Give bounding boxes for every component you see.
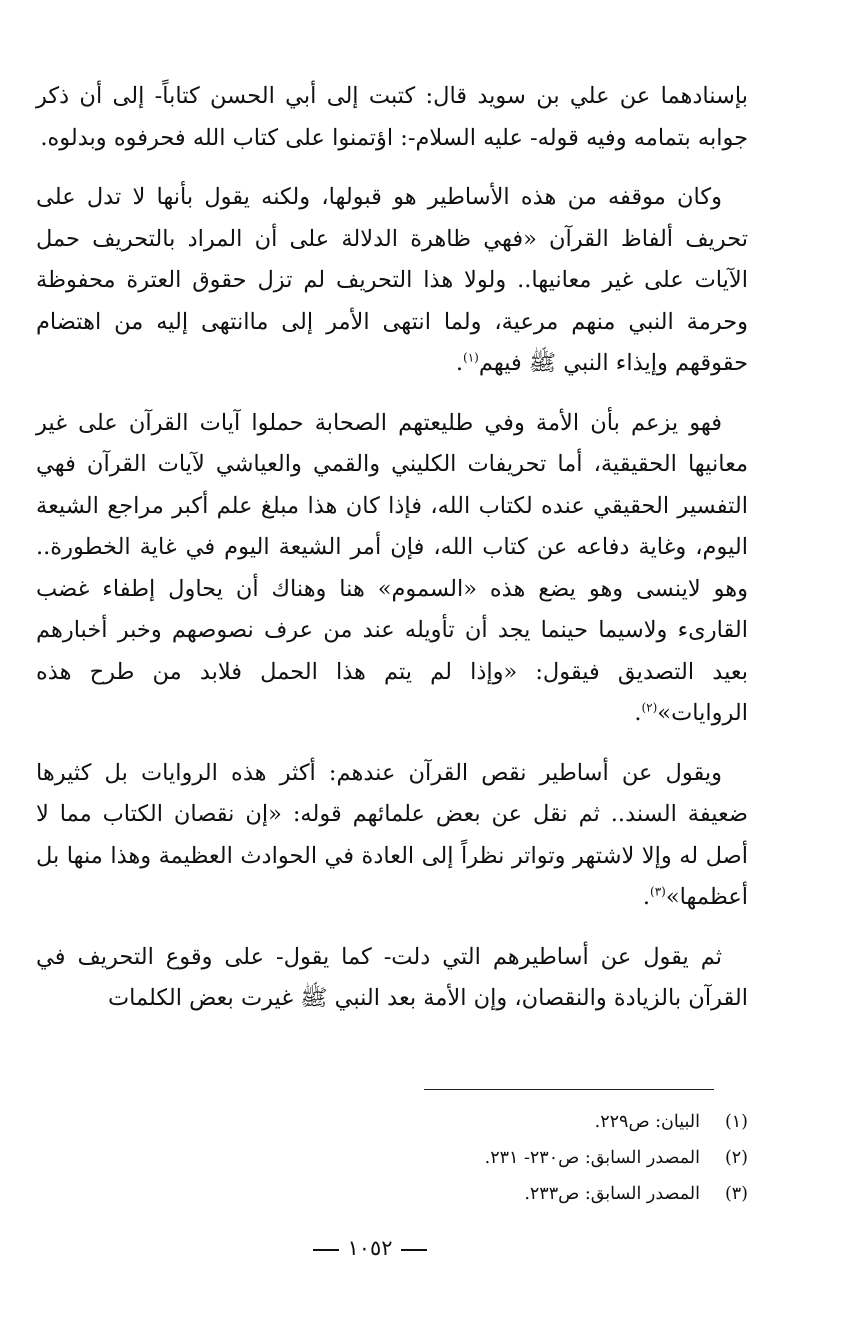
footnote-3 [300,1176,748,1212]
footnote-text: المصدر السابق: ص٢٣٣. [524,1184,700,1204]
footnote-text: المصدر السابق: ص٢٣٠- ٢٣١. [484,1148,700,1168]
footnotes [300,1104,748,1212]
footnote-number: (٢) [724,1148,748,1168]
footnote-number: (١) [724,1112,748,1132]
paragraph-1: بإسنادهما عن علي بن سويد قال: كتبت إلى أبي الحسن كتاباً- إلى أن ذكر جوابه بتمامه وفيه قوله- عليه السلام-: اؤتمنوا على كتاب الله فحرفوه وبدلوه. [36,83,748,151]
footnote-number: (٣) [724,1184,748,1204]
footnote-ref-1[interactable]: (١) [463,350,479,365]
dash-left [313,1249,339,1251]
footnote-1 [300,1104,748,1140]
paragraph-3: فهو يزعم بأن الأمة وفي طليعتهم الصحابة حملوا آيات القرآن على غير معانيها الحقيقية، أما تحريفات الكليني والقمي والعياشي لآيات القرآن فهي التفسير الحقيقي عنده لكتاب الله، فإذا كان هذا مبلغ علم أكبر مراجع الشيعة اليوم، وغاية دفاعه عن كتاب الله، فإن أمر الشيعة اليوم في غاية الخطورة.. وهو لاينسى وهو يضع هذه «السموم» هنا وهناك أن يحاول إطفاء غضب القارىء ولاسيما حينما يجد أن تأويله عند من عرف نصوصهم وخبر أخبارهم بعيد التصديق فيقول: «وإذا لم يتم هذا الحمل فلابد من طرح هذه الروايات»$^{(٢)}$. [36,409,749,726]
paragraph-2: وكان موقفه من هذه الأساطير هو قبولها، ولكنه يقول بأنها لا تدل على تحريف ألفاظ القرآن «فهي ظاهرة الدلالة على أن المراد بالتحريف حمل الآيات على غير معانيها.. ولولا هذا التحريف لم تزل حقوق العترة محفوظة وحرمة النبي منهم مرعية، ولما انتهى الأمر إلى ماانتهى إليه من اهتضام حقوقهم وإيذاء النبي ﷺ فيهم$^{(١)}$. [36,184,748,376]
page-number [0,1236,740,1260]
footnote-ref-3[interactable]: (٣) [650,884,666,899]
footnote-ref-2[interactable]: (٢) [641,700,658,715]
footnote-separator [424,1089,714,1090]
footnote-text: البيان: ص٢٢٩. [594,1112,700,1132]
footnote-2 [300,1140,748,1176]
dash-right [401,1249,427,1251]
paragraph-5: ثم يقول عن أساطيرهم التي دلت- كما يقول- على وقوع التحريف في القرآن بالزيادة والنقصان، وإن الأمة بعد النبي ﷺ غيرت بعض الكلمات [36,943,748,1011]
paragraph-4: ويقول عن أساطير نقص القرآن عندهم: أكثر هذه الروايات بل كثيرها ضعيفة السند.. ثم نقل عن بعض علمائهم قوله: «إن نقصان الكتاب مما لا أصل له وإلا لاشتهر وتواتر نظراً إلى العادة في الحوادث العظيمة وهذا منها بل أعظمها»$^{(٣)}$. [36,759,748,910]
page-number-value: ١٠٥٢ [347,1236,393,1260]
body-text [36,76,748,1038]
